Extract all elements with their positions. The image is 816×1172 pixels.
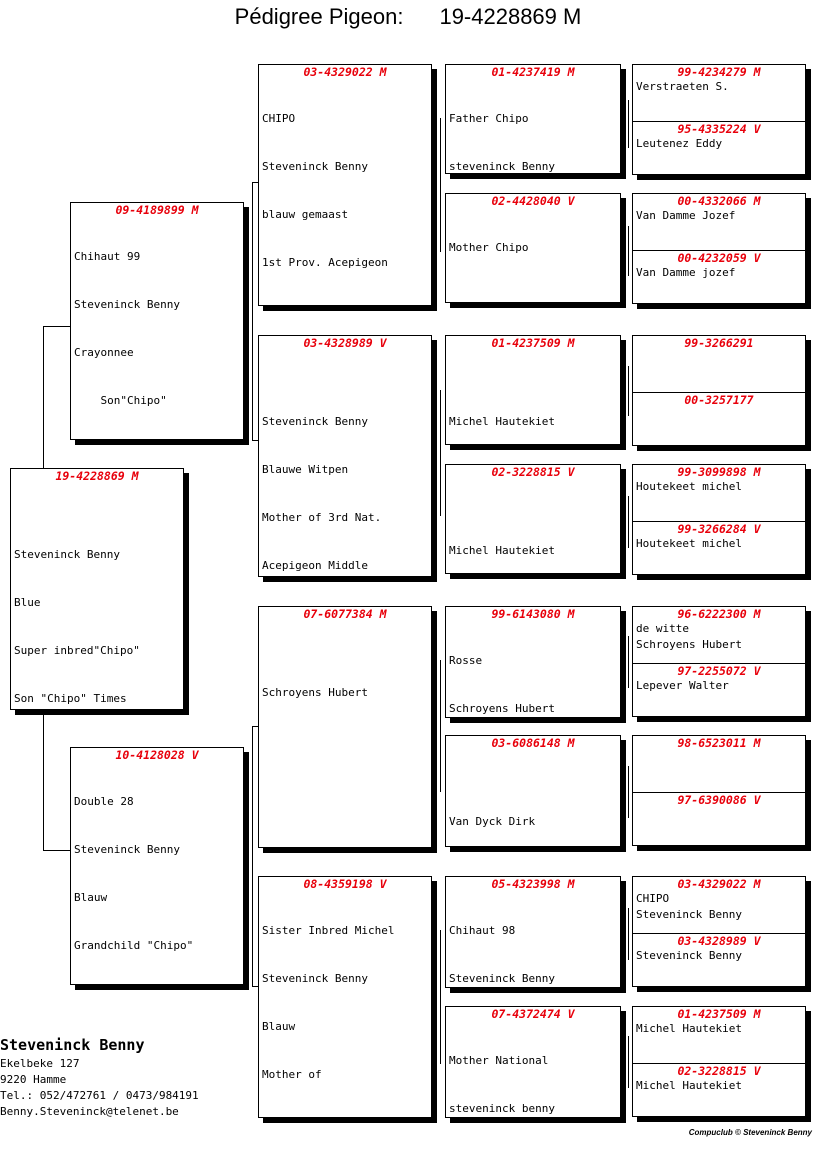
- card-line: Leutenez Eddy: [636, 137, 723, 150]
- connector-line: [440, 930, 441, 1064]
- ring-number: 03-4329022 M: [677, 877, 761, 891]
- ring-number: 00-3257177: [684, 393, 754, 407]
- card-body: [446, 1021, 620, 1118]
- connector-line: [628, 636, 629, 688]
- card-body: [633, 891, 805, 923]
- card-line: Blauwe Witpen: [262, 463, 349, 476]
- pigeon-card-pair-2: [632, 193, 806, 304]
- card-line: Van Damme Jozef: [636, 209, 736, 222]
- card-body: [446, 750, 620, 847]
- pigeon-subcard: [633, 792, 805, 807]
- connector-line: [628, 908, 629, 960]
- card-line: Michel Hautekiet: [449, 415, 555, 428]
- card-line: Super inbred"Chipo": [14, 644, 140, 657]
- ring-number: 03-4329022 M: [303, 65, 387, 79]
- pigeon-card-pair-5: [632, 606, 806, 717]
- card-line: Steveninck Benny: [636, 949, 742, 962]
- connector-line: [43, 326, 44, 468]
- card-line: Father Chipo: [449, 112, 529, 125]
- card-body: [633, 536, 805, 552]
- card-line: Steveninck Benny: [636, 908, 742, 921]
- title-ring: 19-4228869 M: [439, 4, 582, 29]
- card-line: Steveninck Benny: [74, 298, 180, 311]
- pigeon-subcard: [633, 521, 805, 552]
- card-line: Chihaut 99: [74, 250, 141, 263]
- pigeon-card-mff: [445, 606, 621, 718]
- connector-line: [628, 766, 629, 818]
- card-line: Rosse: [449, 654, 483, 667]
- pigeon-card-father: [70, 202, 244, 440]
- pigeon-card-pair-1: [632, 64, 806, 175]
- connector-line: [628, 1036, 629, 1088]
- ring-number: 99-3266291: [684, 336, 754, 350]
- card-body: [259, 891, 431, 1118]
- pigeon-subcard: [633, 933, 805, 964]
- ring-number: 03-6086148 M: [491, 736, 575, 750]
- card-line: Double 28: [74, 795, 134, 808]
- pigeon-card-pair-8: [632, 1006, 806, 1117]
- card-line: Van Damme jozef: [636, 266, 736, 279]
- connector-line: [628, 496, 629, 548]
- connector-line: [43, 850, 70, 851]
- card-line: Houtekeet michel: [636, 480, 742, 493]
- ring-number: 01-4237419 M: [491, 65, 575, 79]
- card-line: Schroyens Hubert: [449, 702, 555, 715]
- card-line: Sister Inbred Michel: [262, 924, 395, 937]
- owner-address: Ekelbeke 127: [0, 1057, 80, 1070]
- card-body: [71, 217, 243, 440]
- card-line: Van Dyck Dirk: [449, 815, 536, 828]
- pigeon-card-mmf: [445, 876, 621, 988]
- card-line: Houtekeet michel: [636, 537, 742, 550]
- ring-number: 95-4335224 V: [677, 122, 761, 136]
- card-line: Crayonnee: [74, 346, 134, 359]
- footer-credit: Compuclub © Steveninck Benny: [688, 1128, 812, 1137]
- card-body: [259, 79, 431, 306]
- card-body: [259, 621, 431, 733]
- card-body: [633, 265, 805, 281]
- card-body: [633, 678, 805, 694]
- card-body: [446, 350, 620, 445]
- card-line: Schroyens Hubert: [636, 638, 742, 651]
- card-body: [633, 621, 805, 653]
- card-body: [446, 208, 620, 303]
- card-line: Mother National: [449, 1054, 549, 1067]
- connector-line: [440, 390, 441, 516]
- pigeon-card-mf: [258, 606, 432, 848]
- owner-info: [0, 1034, 199, 1120]
- card-line: Steveninck Benny: [262, 160, 368, 173]
- ring-number: 97-6390086 V: [677, 793, 761, 807]
- card-line: Mother Chipo: [449, 241, 529, 254]
- card-line: Blauw: [74, 891, 108, 904]
- card-line: [262, 1115, 428, 1118]
- card-line: Lepever Walter: [636, 679, 729, 692]
- pigeon-card-subject: [10, 468, 184, 710]
- ring-number: 97-2255072 V: [677, 664, 761, 678]
- card-body: [446, 479, 620, 574]
- pigeon-card-ff: [258, 64, 432, 306]
- ring-number: 00-4332066 M: [677, 194, 761, 208]
- pigeon-subcard: [633, 663, 805, 694]
- ring-number: 03-4328989 V: [677, 934, 761, 948]
- card-line: Mother of 3rd Nat.: [262, 511, 382, 524]
- owner-city: 9220 Hamme: [0, 1073, 67, 1086]
- pigeon-subcard: [633, 250, 805, 281]
- title-label: Pédigree Pigeon:: [234, 4, 404, 29]
- card-body: [446, 79, 620, 174]
- ring-number: 01-4237509 M: [491, 336, 575, 350]
- card-body: [633, 1078, 805, 1094]
- ring-number: 02-4428040 V: [491, 194, 575, 208]
- card-line: Chihaut 98: [449, 924, 516, 937]
- card-line: Michel Hautekiet: [449, 544, 555, 557]
- card-line: [262, 303, 428, 306]
- card-body: [71, 762, 243, 985]
- card-body: [633, 136, 805, 152]
- pigeon-card-fff: [445, 64, 621, 174]
- ring-number: 02-3228815 V: [491, 465, 575, 479]
- card-line: Grandchild "Chipo": [74, 939, 194, 952]
- pigeon-card-mm: [258, 876, 432, 1118]
- page-title: [0, 4, 816, 30]
- pigeon-card-mfm: [445, 735, 621, 847]
- connector-line: [628, 226, 629, 276]
- card-line: Acepigeon Middle: [262, 559, 368, 572]
- ring-number: 10-4128028 V: [115, 748, 199, 762]
- owner-name: Steveninck Benny: [0, 1036, 145, 1054]
- card-line: Steveninck Benny: [262, 415, 368, 428]
- card-body: [633, 1021, 805, 1037]
- ring-number: 99-6143080 M: [491, 607, 575, 621]
- pigeon-subcard: [633, 1063, 805, 1094]
- card-line: Steveninck Benny: [262, 972, 368, 985]
- ring-number: 07-4372474 V: [491, 1007, 575, 1021]
- card-body: [446, 891, 620, 988]
- card-line: Michel Hautekiet: [636, 1079, 742, 1092]
- card-body: [633, 208, 805, 224]
- card-line: 1st Prov. Acepigeon: [262, 256, 388, 269]
- card-body: [259, 350, 431, 577]
- connector-line: [252, 726, 253, 986]
- card-body: [633, 948, 805, 964]
- pigeon-card-fmf: [445, 335, 621, 445]
- connector-line: [43, 714, 44, 850]
- connector-line: [252, 182, 253, 440]
- card-line: Schroyens Hubert: [262, 686, 368, 699]
- pigeon-card-fm: [258, 335, 432, 577]
- card-line: Steveninck Benny: [14, 548, 120, 561]
- card-line: blauw gemaast: [262, 208, 349, 221]
- card-line: steveninck Benny: [449, 160, 555, 173]
- card-line: Verstraeten S.: [636, 80, 729, 93]
- ring-number: 98-6523011 M: [677, 736, 761, 750]
- ring-number: 00-4232059 V: [677, 251, 761, 265]
- connector-line: [43, 326, 70, 327]
- card-body: [446, 621, 620, 718]
- pigeon-card-mmm: [445, 1006, 621, 1118]
- card-line: CHIPO: [636, 892, 670, 905]
- connector-line: [440, 660, 441, 792]
- ring-number: 02-3228815 V: [677, 1064, 761, 1078]
- owner-email: Benny.Steveninck@telenet.be: [0, 1105, 179, 1118]
- pigeon-card-pair-7: [632, 876, 806, 987]
- card-body: [11, 483, 183, 710]
- card-body: [633, 79, 805, 95]
- ring-number: 05-4323998 M: [491, 877, 575, 891]
- card-line: Blue: [14, 596, 41, 609]
- pigeon-card-ffm: [445, 193, 621, 303]
- card-line: Blauw: [262, 1020, 296, 1033]
- card-line: Mother of: [262, 1068, 322, 1081]
- owner-phone: Tel.: 052/472761 / 0473/984191: [0, 1089, 199, 1102]
- pigeon-subcard: [633, 392, 805, 407]
- connector-line: [628, 366, 629, 416]
- ring-number: 96-6222300 M: [677, 607, 761, 621]
- ring-number: 08-4359198 V: [303, 877, 387, 891]
- ring-number: 19-4228869 M: [55, 469, 139, 483]
- ring-number: 03-4328989 V: [303, 336, 387, 350]
- pigeon-subcard: [633, 121, 805, 152]
- card-line: CHIPO: [262, 112, 296, 125]
- ring-number: 07-6077384 M: [303, 607, 387, 621]
- pigeon-card-mother: [70, 747, 244, 985]
- ring-number: 01-4237509 M: [677, 1007, 761, 1021]
- pigeon-card-pair-6: [632, 735, 806, 846]
- connector-line: [440, 118, 441, 252]
- pigeon-card-pair-4: [632, 464, 806, 575]
- card-line: Steveninck Benny: [74, 843, 180, 856]
- ring-number: 99-4234279 M: [677, 65, 761, 79]
- connector-line: [628, 100, 629, 148]
- card-line: Son "Chipo" Times: [14, 692, 127, 705]
- card-line: Son"Chipo": [74, 394, 167, 407]
- pigeon-card-pair-3: [632, 335, 806, 446]
- card-body: [633, 479, 805, 495]
- card-line: steveninck benny: [449, 1102, 555, 1115]
- ring-number: 09-4189899 M: [115, 203, 199, 217]
- card-line: de witte: [636, 622, 689, 635]
- card-line: Michel Hautekiet: [636, 1022, 742, 1035]
- pigeon-card-fmm: [445, 464, 621, 574]
- card-line: Steveninck Benny: [449, 972, 555, 985]
- ring-number: 99-3099898 M: [677, 465, 761, 479]
- ring-number: 99-3266284 V: [677, 522, 761, 536]
